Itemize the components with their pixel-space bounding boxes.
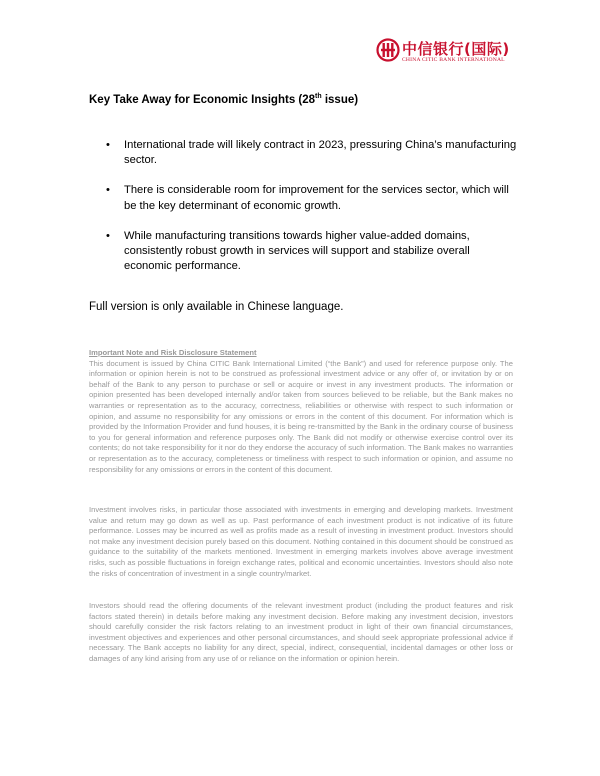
list-item-text: There is considerable room for improvement for the services sector, which will be the key determinant of economic growth.: [124, 184, 509, 212]
disclosure-heading: Important Note and Risk Disclosure Statement: [89, 348, 257, 357]
full-version-note: Full version is only available in Chinese language.: [89, 301, 344, 313]
title-prefix: Key Take Away for Economic Insights (28: [89, 94, 316, 106]
list-item-text: While manufacturing transitions towards higher value-added domains, consistently robust growth in services will support and stabilize overall economic performance.: [124, 229, 470, 273]
citic-bank-logo-icon: [376, 38, 400, 62]
page-title: [89, 94, 358, 106]
disclosure-paragraph-2: Investment involves risks, in particular those associated with investments in emerging and developing markets. Investment value and return may go down as well as up. Past performance of each investment product is not indicative of its future performance. Losses may be incurred as well as profits made as a result of investing in investment product. Investors should not make any investment decision purely based on this document. Nothing contained in this document should be construed as guidance to the suitability of the markets mentioned. Investment in emerging markets involves above average investment risks, such as possible fluctuations in foreign exchange rates, political and economic uncertainties. Investors should also note the risks of concentration of investment in a single country/market.: [89, 505, 513, 578]
logo-chinese-name: 中信银行(国际): [402, 40, 510, 58]
list-item-text: International trade will likely contract in 2023, pressuring China’s manufacturing sector.: [124, 139, 517, 167]
bullet-dot: •: [106, 139, 110, 151]
disclosure-section-1: [89, 348, 513, 475]
disclosure-paragraph-3: Investors should read the offering documents of the relevant investment product (including the product features and risk factors stated therein) in details before making any investment decision. Before making any investment decision, investors should carefully consider the risk factors relating to an investment product in light of their own financial circumstances, investment objectives and experiences and other personal circumstances, and should seek appropriate professional advice if necessary. The Bank accepts no liability for any direct, special, indirect, consequential, incidental damages or other loss or damages of any kind arising from any use of or reliance on the information or opinion herein.: [89, 601, 513, 663]
key-takeaways-list: [100, 138, 520, 289]
title-suffix: issue): [321, 94, 359, 106]
list-item: [100, 183, 520, 213]
bullet-dot: •: [106, 229, 110, 242]
logo-english-name: CHINA CITIC BANK INTERNATIONAL: [402, 57, 505, 63]
title-superscript: th: [315, 93, 322, 101]
disclosure-paragraph-1: This document is issued by China CITIC Bank International Limited (“the Bank”) and used for reference purpose only. The information or opinion herein is not to be construed as professional investment advice or any offer of, or invitation by or on behalf of the Bank to any person to purchase or sell or acquire or invest in any investment products. The information or opinion presented has been developed internally and/or taken from sources believed to be reliable, but the Bank makes no warranties or representation as to the accuracy, correctness, reliabilities or otherwise with respect to such information or opinion, and assume no responsibility for any omissions or errors in the content of this document. For information which is provided by the Information Provider and fund houses, it is being re-transmitted by the Bank in the ordinary course of business to you for general information and reference purposes only. The Bank did not modify or otherwise exercise control over its contents; do not take responsibility for it nor do they endorse the accuracy of such information. The Bank makes no warranties or representation as to the accuracy, completeness or timeliness with respect to such information or opinion, and assume no responsibility for any omissions or errors in the content of this document.: [89, 358, 513, 474]
list-item: [100, 138, 520, 168]
bullet-dot: •: [106, 184, 110, 197]
bank-logo: [376, 38, 526, 66]
list-item: [100, 229, 520, 275]
